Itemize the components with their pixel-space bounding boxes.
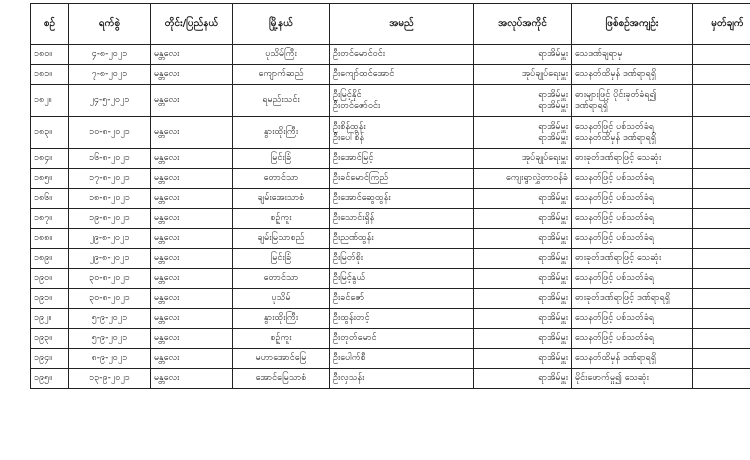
table-row: [31, 45, 750, 65]
row-township: နွားထိုးကြီး: [233, 309, 330, 329]
row-name-line: ဦးသောင်းရှိန်: [333, 213, 375, 224]
row-occupation: [474, 169, 572, 189]
row-incident: [572, 209, 693, 229]
row-remark: [693, 269, 750, 289]
row-number: ၁၈၉။: [31, 249, 69, 269]
row-name-line: ဦးမြင့်နွယ်: [333, 273, 366, 284]
row-occupation: [474, 45, 572, 65]
row-name: [330, 229, 474, 249]
row-name: [330, 149, 474, 169]
row-occupation-line: ကျေးရွာလွှဲတာဝန်ခံ: [506, 173, 568, 184]
row-incident-line: သေနတ်ဖြင့် ပစ်သတ်ခံရ: [575, 193, 655, 204]
row-number: ၁၈၇။: [31, 209, 69, 229]
row-number: ၁၈၀။: [31, 45, 69, 65]
row-region: မန္တလေး: [151, 169, 233, 189]
row-incident: [572, 189, 693, 209]
header-no: စဉ်: [31, 4, 69, 45]
row-name: [330, 117, 474, 149]
row-township: စဉ့်ကူး: [233, 329, 330, 349]
row-name-line: ဦးလှသန်း: [333, 373, 365, 384]
row-township: ရမည်းသင်း: [233, 85, 330, 117]
table-row: [31, 85, 750, 117]
row-incident-line: သေနတ်ဖြင့် ပစ်သတ်ခံရ: [575, 273, 655, 284]
row-incident-line: သေနတ်ဖြင့် ပစ်သတ်ခံရ: [575, 173, 655, 184]
table-row: [31, 189, 750, 209]
row-name: [330, 309, 474, 329]
row-name: [330, 45, 474, 65]
row-remark: [693, 169, 750, 189]
row-occupation-line: ရာအိမ်မှူး: [538, 373, 568, 384]
row-region: မန္တလေး: [151, 65, 233, 85]
row-occupation-line: ရာအိမ်မှူး: [538, 90, 568, 101]
row-township: ချမ်းမြသာစည်: [233, 229, 330, 249]
row-occupation-line: ရာအိမ်မှူး: [538, 293, 568, 304]
table-body: [31, 45, 750, 389]
row-incident: [572, 249, 693, 269]
row-occupation: [474, 189, 572, 209]
row-date: ၁၃-၉-၂၀၂၁: [69, 369, 151, 389]
row-incident: [572, 169, 693, 189]
row-township: အောင်မြေသာစံ: [233, 369, 330, 389]
row-occupation: [474, 117, 572, 149]
row-remark: [693, 45, 750, 65]
row-name: [330, 249, 474, 269]
row-incident-line: သေနတ်ဖြင့် ပစ်သတ်ခံရ: [575, 333, 655, 344]
row-name-line: ဦးအောင်မြင့်: [333, 153, 374, 164]
row-date: ၇-၈-၂၀၂၁: [69, 65, 151, 85]
row-date: ၃၀-၈-၂၀၂၁: [69, 269, 151, 289]
row-region: မန္တလေး: [151, 349, 233, 369]
row-incident-line: သေနတ်ထိမှန် ဒဏ်ရာရရှိ: [575, 69, 656, 80]
row-township: မြင်းခြံ: [233, 249, 330, 269]
row-date: ၅-၉-၂၀၂၁: [69, 329, 151, 349]
row-number: ၁၉၄။: [31, 349, 69, 369]
row-township: မြင်းခြံ: [233, 149, 330, 169]
row-date: ၂၄-၅-၂၀၂၁: [69, 85, 151, 117]
row-date: ၂၉-၈-၂၀၂၁: [69, 249, 151, 269]
row-occupation-line: ရာအိမ်မှူး: [538, 313, 568, 324]
header-name: အမည်: [330, 4, 474, 45]
row-occupation-line: ရာအိမ်မှူး: [538, 233, 568, 244]
row-date: ၈-၉-၂၀၂၁: [69, 349, 151, 369]
row-incident-line: ဓားများဖြင့် ပိုင်းခုတ်ခံရ၍: [575, 90, 657, 101]
row-region: မန္တလေး: [151, 369, 233, 389]
row-number: ၁၈၅။: [31, 169, 69, 189]
row-township: ပုသိမ်ကြီး: [233, 45, 330, 65]
row-occupation-line: ရာအိမ်မှူး: [538, 100, 568, 111]
row-remark: [693, 189, 750, 209]
row-name: [330, 169, 474, 189]
row-occupation: [474, 349, 572, 369]
table-row: [31, 289, 750, 309]
row-occupation: [474, 229, 572, 249]
row-name: [330, 65, 474, 85]
table-row: [31, 229, 750, 249]
table-row: [31, 369, 750, 389]
row-name-line: ဦးတုတ်မောင်: [333, 333, 377, 344]
row-incident-line: သေဒဏ်ချရာမှ: [575, 49, 623, 60]
row-region: မန္တလေး: [151, 209, 233, 229]
row-name-line: ဦးပေါက်စီ: [333, 353, 366, 364]
row-incident-line: သေနတ်ဖြင့် ပစ်သတ်ခံရ: [575, 122, 655, 133]
row-remark: [693, 149, 750, 169]
row-occupation-line: ရာအိမ်မှူး: [538, 193, 568, 204]
row-region: မန္တလေး: [151, 45, 233, 65]
header-remarks: မှတ်ချက်: [693, 4, 750, 45]
row-region: မန္တလေး: [151, 117, 233, 149]
row-date: ၁၉-၈-၂၀၂၁: [69, 209, 151, 229]
row-name-line: ဦးအောင်ဆွေထွန်း: [333, 193, 391, 204]
row-occupation: [474, 329, 572, 349]
row-remark: [693, 289, 750, 309]
row-incident: [572, 289, 693, 309]
row-occupation-line: ရာအိမ်မှူး: [538, 213, 568, 224]
row-name-line: ဦးမြင့်နိုင်: [333, 90, 362, 101]
row-number: ၁၈၃။: [31, 117, 69, 149]
row-occupation: [474, 149, 572, 169]
row-number: ၁၈၆။: [31, 189, 69, 209]
row-region: မန္တလေး: [151, 189, 233, 209]
row-incident-line: မိုင်းဖောက်မှု၍ သေဆုံး: [575, 373, 649, 384]
row-incident-line: သေနတ်ထိမှန် ဒဏ်ရာရရှိ: [575, 353, 656, 364]
row-region: မန္တလေး: [151, 329, 233, 349]
row-occupation-line: ရာအိမ်မှူး: [538, 353, 568, 364]
row-remark: [693, 117, 750, 149]
row-name-line: ဦးခင်မောင်ကြည်: [333, 173, 389, 184]
row-number: ၁၈၂။: [31, 85, 69, 117]
row-incident: [572, 229, 693, 249]
row-remark: [693, 349, 750, 369]
row-township: မဟာအောင်မြေ: [233, 349, 330, 369]
row-name-line: ဦးကျော်ထင်အောင်: [333, 69, 395, 80]
row-occupation: [474, 289, 572, 309]
row-incident-line: သေနတ်ဖြင့် ပစ်သတ်ခံရ: [575, 233, 655, 244]
header-date: ရက်စွဲ: [69, 4, 151, 45]
row-name: [330, 289, 474, 309]
row-name-line: ဦးပေါ်စိန်: [333, 132, 365, 143]
row-occupation-line: ရာအိမ်မှူး: [538, 333, 568, 344]
row-number: ၁၉၃။: [31, 329, 69, 349]
table-row: [31, 269, 750, 289]
row-name-line: ဦးတင်ဇော်ဝင်း: [333, 100, 381, 111]
row-remark: [693, 65, 750, 85]
row-township: စဉ့်ကူး: [233, 209, 330, 229]
row-occupation-line: အုပ်ချုပ်ရေးမှူး: [521, 153, 568, 164]
row-name-line: ဦးထွန်းတင့်: [333, 313, 370, 324]
row-incident-line: ဓားခုတ်ဒဏ်ရာဖြင့် သေဆုံး: [575, 153, 662, 164]
row-occupation-line: ရာအိမ်မှူး: [538, 273, 568, 284]
row-region: မန္တလေး: [151, 269, 233, 289]
row-incident: [572, 65, 693, 85]
row-name-line: ဦးညဏ်ထွန်း: [333, 233, 374, 244]
table-row: [31, 249, 750, 269]
row-incident: [572, 85, 693, 117]
row-township: ကျောက်ဆည်: [233, 65, 330, 85]
row-remark: [693, 229, 750, 249]
row-name-line: ဦးတင်မောင်ဝင်း: [333, 49, 386, 60]
table-row: [31, 149, 750, 169]
table-row: [31, 117, 750, 149]
row-occupation: [474, 269, 572, 289]
row-name: [330, 85, 474, 117]
row-occupation: [474, 85, 572, 117]
table-row: [31, 169, 750, 189]
row-date: ၁၆-၈-၂၀၂၁: [69, 149, 151, 169]
row-number: ၁၈၈။: [31, 229, 69, 249]
header-township: မြို့နယ်: [233, 4, 330, 45]
row-region: မန္တလေး: [151, 289, 233, 309]
table-row: [31, 209, 750, 229]
row-name-line: ဦးစိန်ထွန်း: [333, 122, 366, 133]
row-incident: [572, 329, 693, 349]
header-incident: ဖြစ်စဉ်အကျဉ်း: [572, 4, 693, 45]
row-incident-line: သေနတ်ဖြင့် ပစ်သတ်ခံရ: [575, 313, 655, 324]
row-township: နွားထိုးကြီး: [233, 117, 330, 149]
row-remark: [693, 249, 750, 269]
row-name: [330, 209, 474, 229]
row-number: ၁၉၂။: [31, 309, 69, 329]
table-header-row: [31, 4, 750, 45]
row-incident-line: ဓားခုတ်ဒဏ်ရာဖြင့် သေဆုံး: [575, 253, 662, 264]
row-incident: [572, 45, 693, 65]
row-name-line: ဦးခင်ဇော်: [333, 293, 365, 304]
row-incident: [572, 117, 693, 149]
row-occupation-line: ရာအိမ်မှူး: [538, 122, 568, 133]
row-number: ၁၉၁။: [31, 289, 69, 309]
row-date: ၂၉-၈-၂၀၂၁: [69, 229, 151, 249]
row-remark: [693, 329, 750, 349]
table-row: [31, 329, 750, 349]
row-occupation-line: ရာအိမ်မှူး: [538, 49, 568, 60]
row-number: ၁၉၅။: [31, 369, 69, 389]
row-incident: [572, 309, 693, 329]
row-occupation: [474, 65, 572, 85]
row-remark: [693, 85, 750, 117]
row-region: မန္တလေး: [151, 249, 233, 269]
row-date: ၁၀-၈-၂၀၂၁: [69, 117, 151, 149]
row-incident-line: သေနတ်ထိမှန် ဒဏ်ရာရရှိ: [575, 132, 656, 143]
row-township: တောင်သာ: [233, 269, 330, 289]
header-region: တိုင်း/ပြည်နယ်: [151, 4, 233, 45]
row-number: ၁၈၁။: [31, 65, 69, 85]
row-occupation: [474, 249, 572, 269]
row-date: ၅-၉-၂၀၂၁: [69, 309, 151, 329]
row-name: [330, 369, 474, 389]
row-region: မန္တလေး: [151, 85, 233, 117]
row-occupation: [474, 369, 572, 389]
row-date: ၄-၈-၂၀၂၁: [69, 45, 151, 65]
row-remark: [693, 309, 750, 329]
row-occupation-line: ရာအိမ်မှူး: [538, 132, 568, 143]
row-incident: [572, 149, 693, 169]
row-region: မန္တလေး: [151, 149, 233, 169]
row-region: မန္တလေး: [151, 229, 233, 249]
row-number: ၁၈၄။: [31, 149, 69, 169]
row-date: ၁၇-၈-၂၀၂၁: [69, 169, 151, 189]
row-name-line: ဦးမြတ်စိုး: [333, 253, 364, 264]
row-incident-line: ဓားခုတ်ဒဏ်ရာဖြင့် ဒဏ်ရာရရှိ: [575, 293, 670, 304]
row-incident-line: သေနတ်ဖြင့် ပစ်သတ်ခံရ: [575, 213, 655, 224]
row-number: ၁၉၀။: [31, 269, 69, 289]
table-row: [31, 349, 750, 369]
row-occupation: [474, 209, 572, 229]
row-township: ပုသိမ်: [233, 289, 330, 309]
row-incident: [572, 369, 693, 389]
row-remark: [693, 209, 750, 229]
row-incident: [572, 349, 693, 369]
table-row: [31, 65, 750, 85]
row-name: [330, 269, 474, 289]
row-incident-line: ဒဏ်ရာရရှိ: [575, 100, 608, 111]
incident-register-table: [30, 3, 750, 389]
row-region: မန္တလေး: [151, 309, 233, 329]
row-name: [330, 349, 474, 369]
row-remark: [693, 369, 750, 389]
row-date: ၁၈-၈-၂၀၂၁: [69, 189, 151, 209]
table-row: [31, 309, 750, 329]
row-occupation-line: အုပ်ချုပ်ရေးမှူး: [521, 69, 568, 80]
row-township: ချမ်းအေးသာစံ: [233, 189, 330, 209]
row-date: ၃၀-၈-၂၀၂၁: [69, 289, 151, 309]
row-township: တောင်သာ: [233, 169, 330, 189]
header-occupation: အလုပ်အကိုင်: [474, 4, 572, 45]
row-name: [330, 329, 474, 349]
row-occupation-line: ရာအိမ်မှူး: [538, 253, 568, 264]
row-incident: [572, 269, 693, 289]
row-name: [330, 189, 474, 209]
row-occupation: [474, 309, 572, 329]
